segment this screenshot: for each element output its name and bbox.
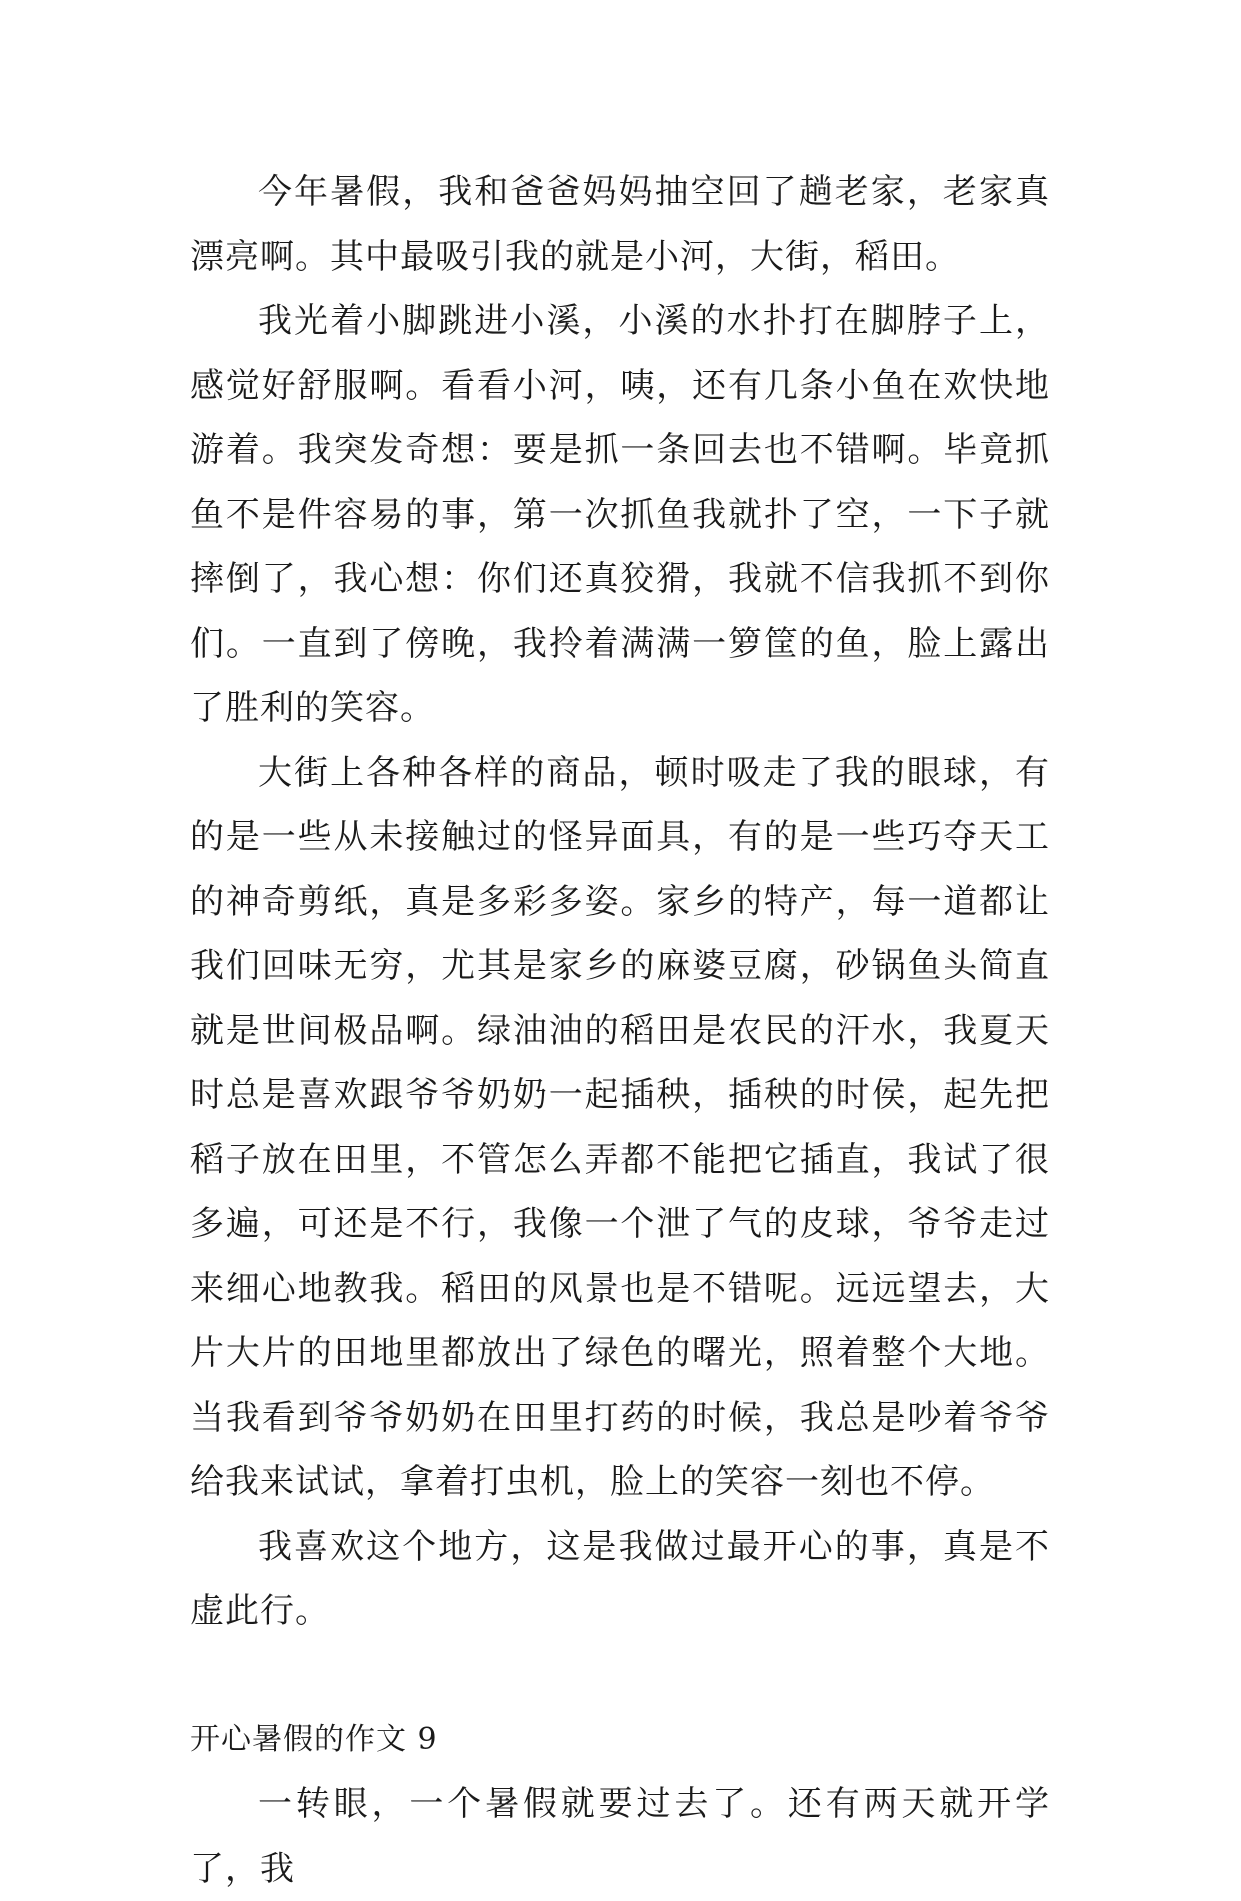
paragraph-street-and-fields: 大街上各种各样的商品，顿时吸走了我的眼球，有的是一些从未接触过的怪异面具，有的是一些巧夺天工的神奇剪纸，真是多彩多姿。家乡的特产，每一道都让我们回味无穷，尤其是家乡的麻婆豆腐，砂锅鱼头简直就是世间极品啊。绿油油的稻田是农民的汗水，我夏天时总是喜欢跟爷爷奶奶一起插秧，插秧的时侯，起先把稻子放在田里，不管怎么弄都不能把它插直，我试了很多遍，可还是不行，我像一个泄了气的皮球，爷爷走过来细心地教我。稻田的风景也是不错呢。远远望去，大片大片的田地里都放出了绿色的曙光，照着整个大地。当我看到爷爷奶奶在田里打药的时候，我总是吵着爷爷给我来试试，拿着打虫机，脸上的笑容一刻也不停。 (190, 752, 1050, 1502)
section-title: 开心暑假的作文 9 (190, 1721, 438, 1757)
paragraph-catching-fish: 我光着小脚跳进小溪，小溪的水扑打在脚脖子上，感觉好舒服啊。看看小河，咦，还有几条小鱼在欢快地游着。我突发奇想：要是抓一条回去也不错啊。毕竟抓鱼不是件容易的事，第一次抓鱼我就扑了空，一下子就摔倒了，我心想：你们还真狡猾，我就不信我抓不到你们。一直到了傍晚，我拎着满满一箩筐的鱼，脸上露出了胜利的笑容。 (190, 301, 1050, 728)
paragraph-next-essay-start: 一转眼，一个暑假就要过去了。还有两天就开学了，我 (190, 1784, 1050, 1889)
section-spacer (190, 1644, 1050, 1708)
document-body (190, 160, 1050, 1901)
paragraph-hometown-intro: 今年暑假，我和爸爸妈妈抽空回了趟老家，老家真漂亮啊。其中最吸引我的就是小河，大街，稻田。 (190, 172, 1050, 277)
paragraph-conclusion: 我喜欢这个地方，这是我做过最开心的事，真是不虚此行。 (190, 1526, 1050, 1631)
